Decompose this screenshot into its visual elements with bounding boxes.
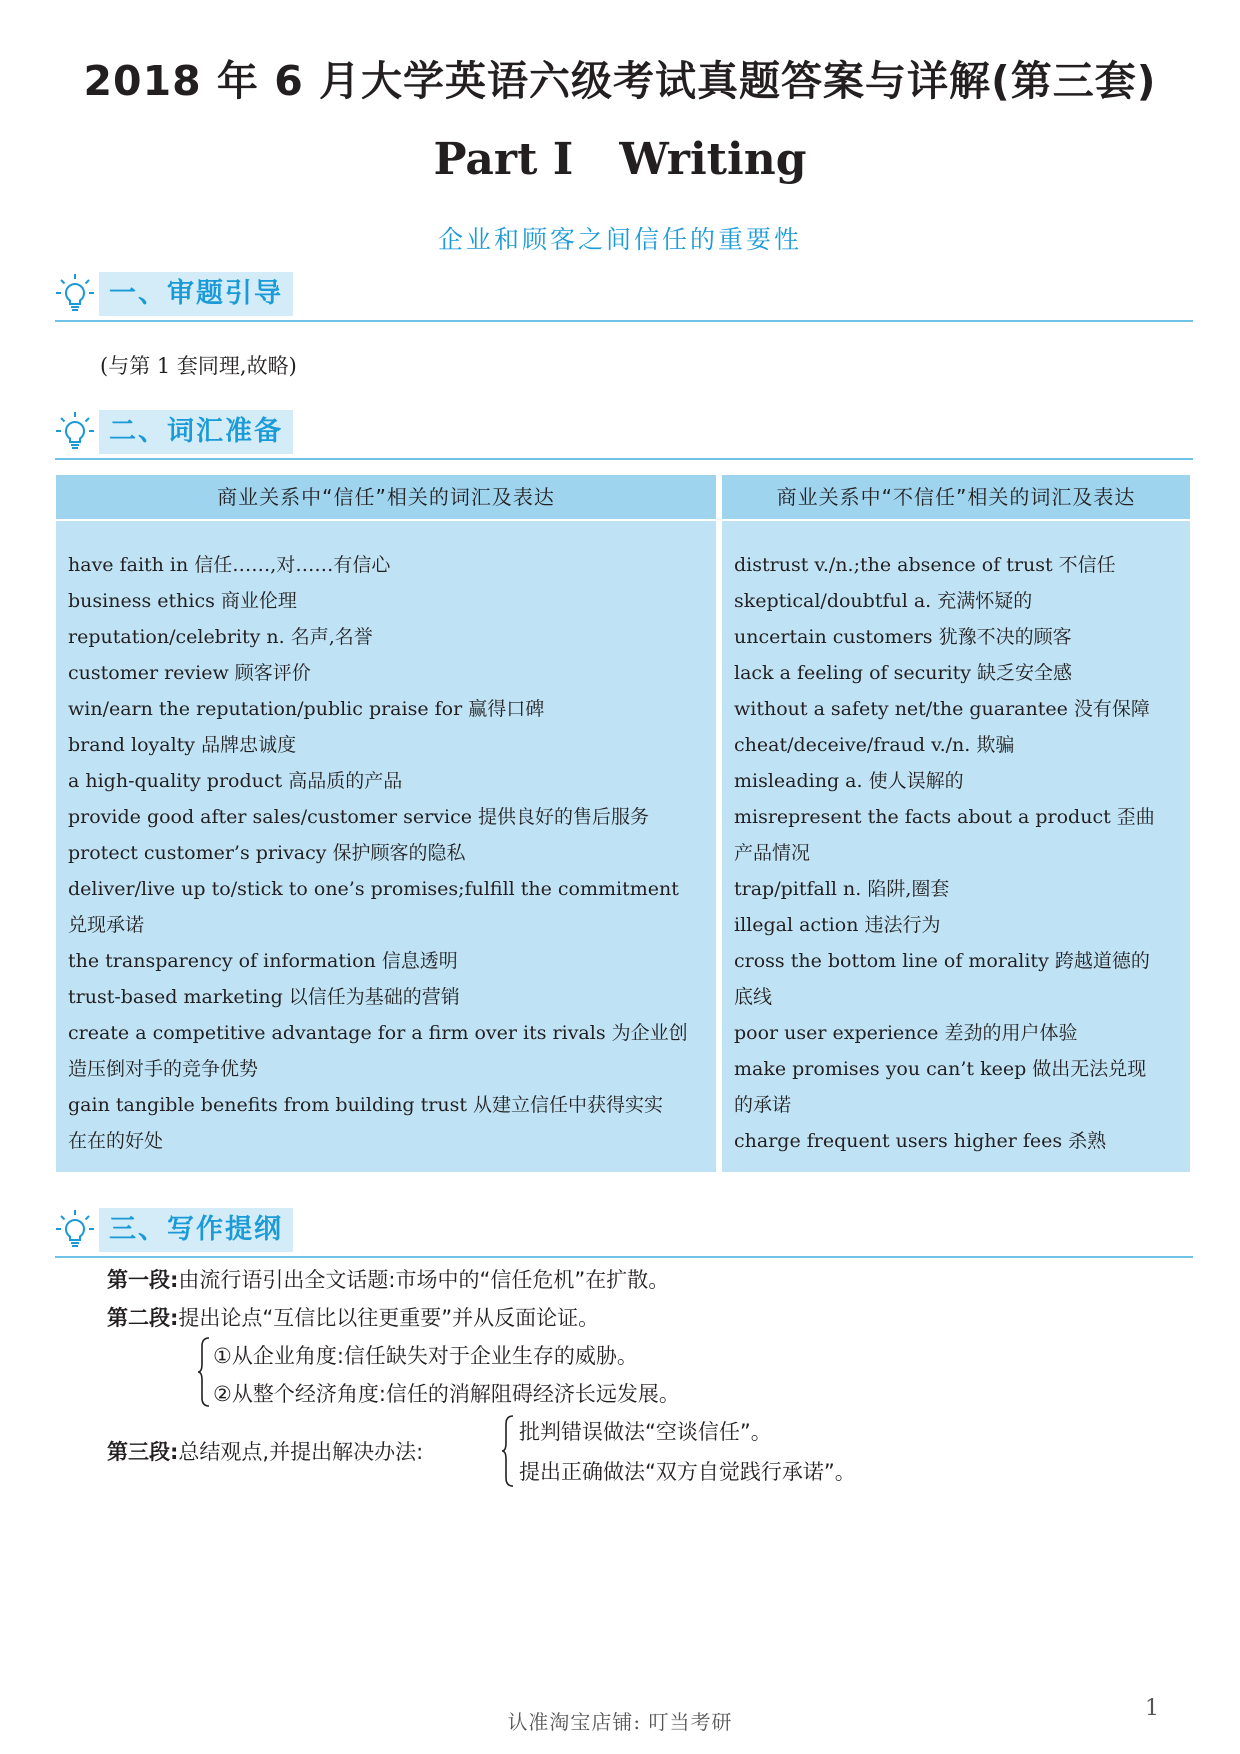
trust-vocab-item: 兑现承诺 xyxy=(68,914,145,936)
distrust-vocab-item: make promises you can’t keep 做出无法兑现 xyxy=(734,1058,1147,1080)
outline-paragraph-1 xyxy=(107,1264,669,1294)
trust-vocab-header: 商业关系中“信任”相关的词汇及表达 xyxy=(56,475,716,521)
distrust-vocab-item: 产品情况 xyxy=(734,842,811,864)
distrust-vocab-list xyxy=(722,521,1190,1159)
paragraph-1-text: 由流行语引出全文话题:市场中的“信任危机”在扩散。 xyxy=(178,1268,670,1292)
distrust-vocab-item: cross the bottom line of morality 跨越道德的 xyxy=(734,950,1150,972)
distrust-vocab-item: 底线 xyxy=(734,986,773,1008)
trust-vocab-item: reputation/celebrity n. 名声,名誉 xyxy=(68,626,373,648)
distrust-vocab-item: distrust v./n.;the absence of trust 不信任 xyxy=(734,554,1116,576)
outline-paragraph-2 xyxy=(107,1302,599,1332)
distrust-vocab-header: 商业关系中“不信任”相关的词汇及表达 xyxy=(722,475,1190,521)
lightbulb-icon xyxy=(55,410,95,456)
distrust-vocab-item: uncertain customers 犹豫不决的顾客 xyxy=(734,626,1072,648)
part-heading xyxy=(0,134,1240,185)
vocabulary-table xyxy=(56,475,1190,1172)
trust-vocab-item: trust-based marketing 以信任为基础的营销 xyxy=(68,986,460,1008)
distrust-vocab-item: misrepresent the facts about a product 歪曲 xyxy=(734,806,1155,828)
lightbulb-icon xyxy=(55,272,95,318)
paragraph-3-label: 第三段: xyxy=(107,1440,179,1464)
section-2-header xyxy=(55,408,1193,460)
left-brace-icon xyxy=(501,1414,515,1488)
paragraph-2-label: 第二段: xyxy=(107,1306,179,1330)
distrust-vocab-column xyxy=(722,475,1190,1172)
trust-vocab-item: have faith in 信任……,对……有信心 xyxy=(68,554,391,576)
section-3-title: 三、写作提纲 xyxy=(99,1208,293,1252)
trust-vocab-column xyxy=(56,475,716,1172)
section-3-header xyxy=(55,1206,1193,1258)
trust-vocab-item: deliver/live up to/stick to one’s promises;fulfill the commitment xyxy=(68,878,679,900)
distrust-vocab-item: cheat/deceive/fraud v./n. 欺骗 xyxy=(734,734,1015,756)
paragraph-2-point-2: ②从整个经济角度:信任的消解阻碍经济长远发展。 xyxy=(213,1382,680,1406)
trust-vocab-item: 在在的好处 xyxy=(68,1130,164,1152)
section-2-title: 二、词汇准备 xyxy=(99,410,293,454)
paragraph-2-point-1: ①从企业角度:信任缺失对于企业生存的威胁。 xyxy=(213,1344,638,1368)
trust-vocab-item: provide good after sales/customer service 提供良好的售后服务 xyxy=(68,806,649,828)
section-1-header xyxy=(55,270,1193,322)
paragraph-2-text: 提出论点“互信比以往更重要”并从反面论证。 xyxy=(178,1306,600,1330)
trust-vocab-item: brand loyalty 品牌忠诚度 xyxy=(68,734,297,756)
outline-paragraph-3 xyxy=(107,1436,423,1466)
essay-topic: 企业和顾客之间信任的重要性 xyxy=(437,225,802,254)
shop-watermark-note: 认准淘宝店铺: 叮当考研 xyxy=(507,1710,733,1734)
page-number: 1 xyxy=(1145,1696,1159,1721)
trust-vocab-item: customer review 顾客评价 xyxy=(68,662,311,684)
lightbulb-icon xyxy=(55,1208,95,1254)
distrust-vocab-item: illegal action 违法行为 xyxy=(734,914,941,936)
distrust-vocab-item: skeptical/doubtful a. 充满怀疑的 xyxy=(734,590,1033,612)
paragraph-3-point-1: 批判错误做法“空谈信任”。 xyxy=(519,1420,772,1444)
trust-vocab-item: the transparency of information 信息透明 xyxy=(68,950,458,972)
trust-vocab-item: create a competitive advantage for a firm over its rivals 为企业创 xyxy=(68,1022,688,1044)
part-label: Part I xyxy=(433,134,574,185)
section-1-title: 一、审题引导 xyxy=(99,272,293,316)
document-title: 2018 年 6 月大学英语六级考试真题答案与详解(第三套) xyxy=(83,57,1157,105)
trust-vocab-item: gain tangible benefits from building trust 从建立信任中获得实实 xyxy=(68,1094,664,1116)
left-brace-icon xyxy=(197,1336,211,1408)
distrust-vocab-item: lack a feeling of security 缺乏安全感 xyxy=(734,662,1073,684)
distrust-vocab-item: without a safety net/the guarantee 没有保障 xyxy=(734,698,1150,720)
trust-vocab-item: 造压倒对手的竞争优势 xyxy=(68,1058,259,1080)
trust-vocab-list xyxy=(56,521,716,1159)
trust-vocab-item: protect customer’s privacy 保护顾客的隐私 xyxy=(68,842,466,864)
paragraph-3-text: 总结观点,并提出解决办法: xyxy=(178,1440,424,1464)
paragraph-1-label: 第一段: xyxy=(107,1268,179,1292)
distrust-vocab-item: trap/pitfall n. 陷阱,圈套 xyxy=(734,878,950,900)
distrust-vocab-item: misleading a. 使人误解的 xyxy=(734,770,964,792)
trust-vocab-item: a high-quality product 高品质的产品 xyxy=(68,770,403,792)
distrust-vocab-item: charge frequent users higher fees 杀熟 xyxy=(734,1130,1107,1152)
trust-vocab-item: business ethics 商业伦理 xyxy=(68,590,297,612)
part-name: Writing xyxy=(619,134,807,185)
trust-vocab-item: win/earn the reputation/public praise for 赢得口碑 xyxy=(68,698,545,720)
paragraph-3-point-2: 提出正确做法“双方自觉践行承诺”。 xyxy=(519,1460,856,1484)
distrust-vocab-item: 的承诺 xyxy=(734,1094,792,1116)
distrust-vocab-item: poor user experience 差劲的用户体验 xyxy=(734,1022,1078,1044)
section-1-note: (与第 1 套同理,故略) xyxy=(100,354,297,378)
